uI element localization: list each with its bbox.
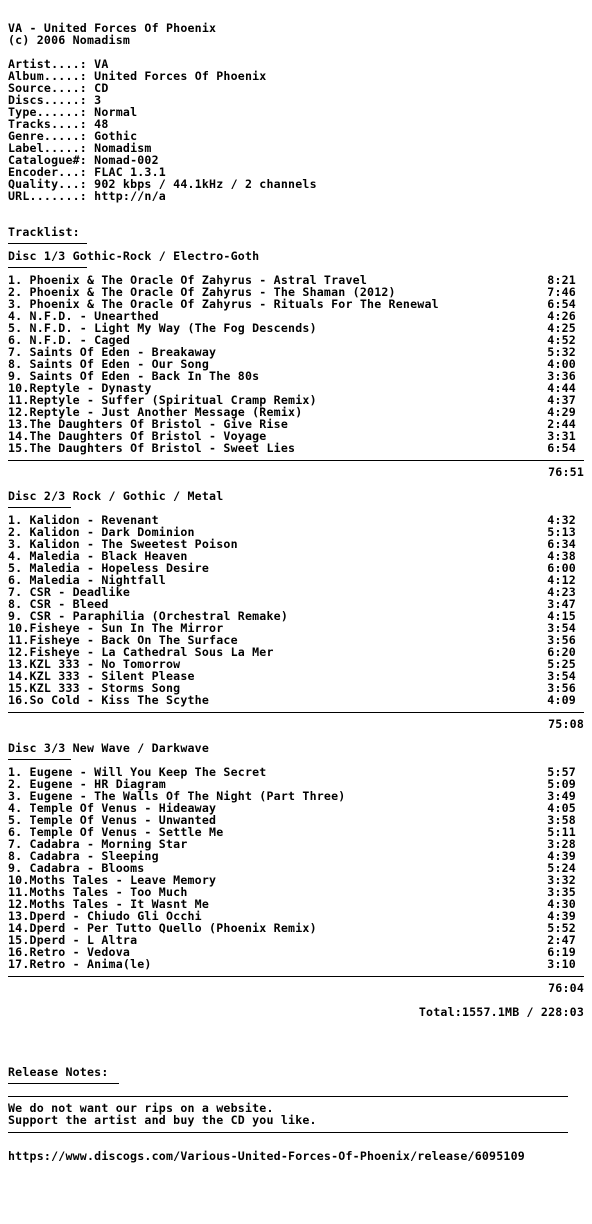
track-duration: 4:32 — [547, 513, 576, 527]
track-title: Saints Of Eden - Our Song — [29, 357, 210, 371]
track-title: Maledia - Hopeless Desire — [29, 561, 210, 575]
info-label: Catalogue#: — [8, 153, 87, 167]
track-number: 4. — [8, 801, 30, 815]
info-value: Nomadism — [94, 141, 152, 155]
track-number: 6. — [8, 573, 30, 587]
track-title: N.F.D. - Unearthed — [29, 309, 159, 323]
track-title: Dperd - Chiudo Gli Occhi — [29, 909, 202, 923]
track-title: Maledia - Black Heaven — [29, 549, 188, 563]
track-title: Dperd - Per Tutto Quello (Phoenix Remix) — [29, 921, 317, 935]
info-label: Label.....: — [8, 141, 87, 155]
track-number: 12. — [8, 405, 30, 419]
track-duration: 3:47 — [547, 597, 576, 611]
track-title: Saints Of Eden - Back In The 80s — [29, 369, 260, 383]
track-number: 8. — [8, 597, 30, 611]
track-title: KZL 333 - Silent Please — [29, 669, 195, 683]
track-number: 14. — [8, 429, 30, 443]
track-title: Reptyle - Just Another Message (Remix) — [29, 405, 303, 419]
track-number: 3. — [8, 537, 30, 551]
info-value: Nomad-002 — [94, 153, 159, 167]
release-notes-underline — [8, 1078, 592, 1090]
track-title: Phoenix & The Oracle Of Zahyrus - The Shaman (2012) — [29, 285, 396, 299]
track-label — [8, 694, 209, 706]
track-number: 2. — [8, 525, 30, 539]
track-number: 10. — [8, 873, 30, 887]
info-value: 902 kbps / 44.1kHz / 2 channels — [94, 177, 317, 191]
disc-total: 76:04 — [548, 981, 584, 995]
track-title: The Daughters Of Bristol - Sweet Lies — [29, 441, 296, 455]
track-duration: 3:54 — [547, 621, 576, 635]
track-title: Fisheye - La Cathedral Sous La Mer — [29, 645, 274, 659]
track-title: N.F.D. - Caged — [29, 333, 131, 347]
track-duration: 4:15 — [547, 609, 576, 623]
track-number: 8. — [8, 849, 30, 863]
info-value: 48 — [94, 117, 109, 131]
track-title: Phoenix & The Oracle Of Zahyrus - Rituals For The Renewal — [29, 297, 439, 311]
track-duration: 3:31 — [547, 429, 576, 443]
disc-rule — [8, 706, 584, 718]
disc-rule — [8, 970, 584, 982]
release-title: VA - United Forces Of Phoenix — [8, 21, 217, 35]
track-number: 10. — [8, 621, 30, 635]
copyright-line: (c) 2006 Nomadism — [8, 33, 131, 47]
track-title: Moths Tales - It Wasnt Me — [29, 897, 210, 911]
track-duration: 4:30 — [547, 897, 576, 911]
track-number: 6. — [8, 825, 30, 839]
track-duration: 5:09 — [547, 777, 576, 791]
track-duration: 4:25 — [547, 321, 576, 335]
track-number: 12. — [8, 645, 30, 659]
track-duration: 4:23 — [547, 585, 576, 599]
track-number: 8. — [8, 357, 30, 371]
info-value: http://n/a — [94, 189, 166, 203]
track-duration: 4:00 — [547, 357, 576, 371]
track-number: 4. — [8, 309, 30, 323]
track-number: 13. — [8, 657, 30, 671]
disc-total: 76:51 — [548, 465, 584, 479]
track-number: 15. — [8, 441, 30, 455]
track-title: Fisheye - Back On The Surface — [29, 633, 238, 647]
track-number: 2. — [8, 777, 30, 791]
track-number: 13. — [8, 909, 30, 923]
track-duration: 4:09 — [547, 693, 576, 707]
track-number: 16. — [8, 945, 30, 959]
track-number: 3. — [8, 789, 30, 803]
disc-rule — [8, 454, 584, 466]
track-duration: 6:54 — [547, 441, 576, 455]
tracklist-heading: Tracklist: — [8, 225, 80, 239]
track-title: CSR - Paraphilia (Orchestral Remake) — [29, 609, 289, 623]
track-title: Reptyle - Suffer (Spiritual Cramp Remix) — [29, 393, 317, 407]
release-notes-body — [8, 1102, 592, 1126]
release-info — [8, 58, 592, 202]
track-duration: 5:25 — [547, 657, 576, 671]
info-value: Gothic — [94, 129, 138, 143]
track-number: 1. — [8, 513, 30, 527]
track-number: 13. — [8, 417, 30, 431]
track-title: Kalidon - Dark Dominion — [29, 525, 195, 539]
track-number: 9. — [8, 609, 30, 623]
track-number: 17. — [8, 957, 30, 971]
track-duration: 8:21 — [547, 273, 576, 287]
track-number: 1. — [8, 273, 30, 287]
track-duration: 4:38 — [547, 549, 576, 563]
track-title: The Daughters Of Bristol - Voyage — [29, 429, 267, 443]
track-title: N.F.D. - Light My Way (The Fog Descends) — [29, 321, 317, 335]
track-title: Retro - Anima(le) — [29, 957, 152, 971]
track-number: 7. — [8, 837, 30, 851]
track-number: 14. — [8, 921, 30, 935]
track-duration: 4:26 — [547, 309, 576, 323]
track-title: Moths Tales - Leave Memory — [29, 873, 217, 887]
track-number: 6. — [8, 333, 30, 347]
track-number: 7. — [8, 345, 30, 359]
track-duration: 4:37 — [547, 393, 576, 407]
info-row — [8, 190, 592, 202]
track-duration: 3:58 — [547, 813, 576, 827]
info-label: Type......: — [8, 105, 87, 119]
track-number: 7. — [8, 585, 30, 599]
track-number: 16. — [8, 693, 30, 707]
track-duration: 6:54 — [547, 297, 576, 311]
track-duration: 4:05 — [547, 801, 576, 815]
disc-list — [8, 250, 592, 994]
track-title: KZL 333 - No Tomorrow — [29, 657, 181, 671]
disc-title: Disc 2/3 Rock / Gothic / Metal — [8, 489, 224, 503]
info-value: FLAC 1.3.1 — [94, 165, 166, 179]
track-duration: 7:46 — [547, 285, 576, 299]
track-number: 15. — [8, 933, 30, 947]
track-label — [8, 958, 152, 970]
track-duration: 3:36 — [547, 369, 576, 383]
track-number: 1. — [8, 765, 30, 779]
source-url[interactable]: https://www.discogs.com/Various-United-Forces-Of-Phoenix/release/6095109 — [8, 1149, 525, 1163]
track-number: 14. — [8, 669, 30, 683]
track-duration: 3:49 — [547, 789, 576, 803]
track-duration: 3:32 — [547, 873, 576, 887]
release-notes-bottom-rule — [8, 1126, 568, 1138]
track-number: 11. — [8, 393, 30, 407]
track-title: Cadabra - Sleeping — [29, 849, 159, 863]
track-title: Temple Of Venus - Settle Me — [29, 825, 224, 839]
track-title: Cadabra - Morning Star — [29, 837, 188, 851]
track-duration: 3:56 — [547, 681, 576, 695]
track-number: 11. — [8, 633, 30, 647]
track-duration: 6:19 — [547, 945, 576, 959]
track-title: Eugene - Will You Keep The Secret — [29, 765, 267, 779]
info-label: Artist....: — [8, 57, 87, 71]
track-title: Kalidon - The Sweetest Poison — [29, 537, 238, 551]
track-duration: 4:12 — [547, 573, 576, 587]
track-row — [8, 958, 576, 970]
track-title: Phoenix & The Oracle Of Zahyrus - Astral Travel — [29, 273, 368, 287]
info-label: Album.....: — [8, 69, 87, 83]
disc-total: 75:08 — [548, 717, 584, 731]
info-value: Normal — [94, 105, 138, 119]
track-duration: 3:35 — [547, 885, 576, 899]
disc-title: Disc 3/3 New Wave / Darkwave — [8, 741, 210, 755]
track-number: 9. — [8, 861, 30, 875]
info-label: Discs.....: — [8, 93, 87, 107]
track-duration: 4:39 — [547, 909, 576, 923]
release-notes-heading: Release Notes: — [8, 1065, 109, 1079]
track-title: Retro - Vedova — [29, 945, 131, 959]
track-number: 11. — [8, 885, 30, 899]
track-duration: 5:13 — [547, 525, 576, 539]
track-number: 10. — [8, 381, 30, 395]
track-number: 12. — [8, 897, 30, 911]
track-title: Temple Of Venus - Hideaway — [29, 801, 217, 815]
track-title: Moths Tales - Too Much — [29, 885, 188, 899]
track-title: Eugene - The Walls Of The Night (Part Three) — [29, 789, 346, 803]
info-label: Source....: — [8, 81, 87, 95]
track-title: Fisheye - Sun In The Mirror — [29, 621, 224, 635]
track-title: So Cold - Kiss The Scythe — [29, 693, 210, 707]
track-duration: 3:56 — [547, 633, 576, 647]
track-title: Maledia - Nightfall — [29, 573, 166, 587]
release-note-line: Support the artist and buy the CD you like. — [8, 1113, 317, 1127]
track-duration: 3:28 — [547, 837, 576, 851]
track-duration: 2:47 — [547, 933, 576, 947]
track-row — [8, 442, 576, 454]
track-number: 15. — [8, 681, 30, 695]
track-number: 3. — [8, 297, 30, 311]
track-label — [8, 442, 295, 454]
track-duration: 5:11 — [547, 825, 576, 839]
info-label: Tracks....: — [8, 117, 87, 131]
info-value: VA — [94, 57, 109, 71]
track-title: KZL 333 - Storms Song — [29, 681, 181, 695]
track-number: 9. — [8, 369, 30, 383]
info-value: 3 — [94, 93, 102, 107]
track-duration: 2:44 — [547, 417, 576, 431]
track-duration: 4:52 — [547, 333, 576, 347]
track-row — [8, 694, 576, 706]
release-note-line: We do not want our rips on a website. — [8, 1101, 274, 1115]
info-value: CD — [94, 81, 109, 95]
disc-title: Disc 1/3 Gothic-Rock / Electro-Goth — [8, 249, 260, 263]
track-title: Cadabra - Blooms — [29, 861, 145, 875]
track-title: Kalidon - Revenant — [29, 513, 159, 527]
info-label: URL.......: — [8, 189, 87, 203]
track-duration: 6:20 — [547, 645, 576, 659]
track-title: CSR - Deadlike — [29, 585, 131, 599]
track-duration: 4:29 — [547, 405, 576, 419]
track-number: 5. — [8, 561, 30, 575]
track-title: The Daughters Of Bristol - Give Rise — [29, 417, 289, 431]
track-title: Saints Of Eden - Breakaway — [29, 345, 217, 359]
track-title: Eugene - HR Diagram — [29, 777, 166, 791]
track-duration: 6:34 — [547, 537, 576, 551]
track-title: Dperd - L Altra — [29, 933, 138, 947]
info-label: Genre.....: — [8, 129, 87, 143]
info-label: Quality...: — [8, 177, 87, 191]
info-label: Encoder...: — [8, 165, 87, 179]
track-duration: 5:32 — [547, 345, 576, 359]
info-value: United Forces Of Phoenix — [94, 69, 267, 83]
track-duration: 4:39 — [547, 849, 576, 863]
track-duration: 5:24 — [547, 861, 576, 875]
track-duration: 3:10 — [547, 957, 576, 971]
track-duration: 3:54 — [547, 669, 576, 683]
track-number: 2. — [8, 285, 30, 299]
release-notes-top-rule — [8, 1090, 568, 1102]
grand-total: Total:1557.1MB / 228:03 — [418, 1005, 584, 1019]
track-duration: 5:52 — [547, 921, 576, 935]
track-duration: 4:44 — [547, 381, 576, 395]
track-duration: 5:57 — [547, 765, 576, 779]
tracklist-underline — [8, 238, 592, 250]
track-duration: 6:00 — [547, 561, 576, 575]
track-number: 5. — [8, 813, 30, 827]
track-number: 5. — [8, 321, 30, 335]
track-title: CSR - Bleed — [29, 597, 109, 611]
track-title: Reptyle - Dynasty — [29, 381, 152, 395]
track-title: Temple Of Venus - Unwanted — [29, 813, 217, 827]
track-number: 4. — [8, 549, 30, 563]
